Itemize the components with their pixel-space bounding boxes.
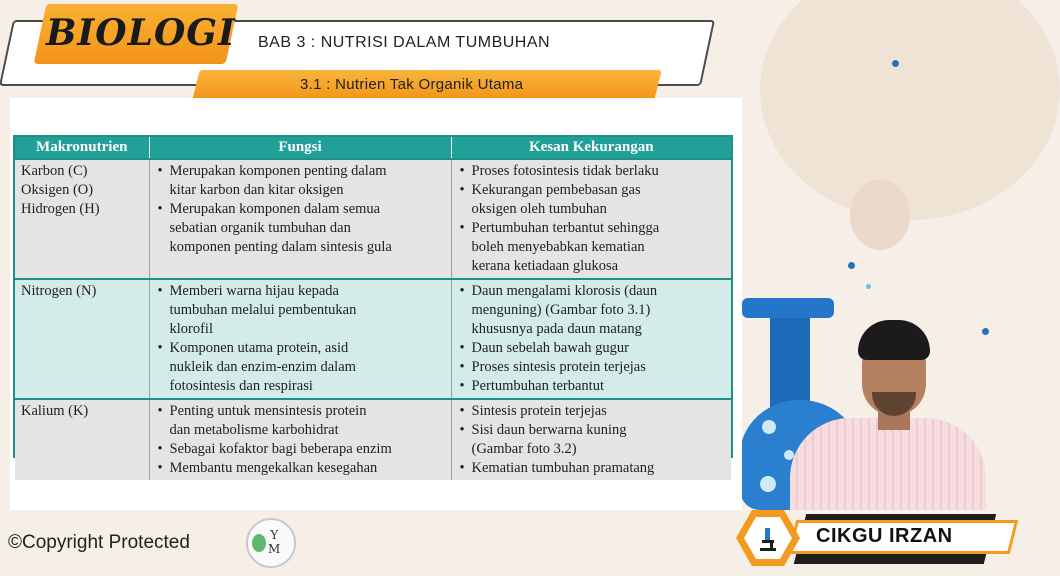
bullet-line: kerana ketiadaan glukosa [471, 258, 619, 274]
logo-letter-y: Y [270, 528, 279, 542]
table-row [15, 399, 731, 480]
bullet-line: kitar karbon dan kitar oksigen [169, 182, 344, 198]
bullet-line: • Merupakan komponen dalam semua [169, 201, 381, 217]
bullet-line: klorofil [169, 321, 213, 337]
bullet-line: • Membantu mengekalkan kesegahan [169, 460, 378, 476]
function-bullet [156, 282, 445, 339]
deficiency-bullet [458, 459, 726, 478]
deficiency-bullet [458, 402, 726, 421]
function-bullet [156, 339, 445, 396]
deficiency-bullet [458, 339, 726, 358]
decor-dot [892, 60, 899, 67]
leaf-icon [252, 534, 266, 552]
bullet-line: dan metabolisme karbohidrat [169, 422, 339, 438]
deficiency-bullet [458, 282, 726, 339]
function-bullet [156, 162, 445, 200]
deficiency-bullet [458, 219, 726, 276]
bullet-line: • Sisi daun berwarna kuning [471, 422, 627, 438]
function-cell [149, 279, 451, 399]
bullet-line: • Kekurangan pembebasan gas [471, 182, 641, 198]
decor-dot [982, 328, 989, 335]
decor-dot [848, 262, 855, 269]
background-blob-top [760, 0, 1060, 220]
bullet-line: boleh menyebabkan kematian [471, 239, 645, 255]
presenter-name: CIKGU IRZAN [816, 525, 953, 547]
presenter-hair [858, 320, 930, 360]
bullet-line: • Penting untuk mensintesis protein [169, 403, 367, 419]
deficiency-cell [451, 159, 731, 279]
bullet-line: • Merupakan komponen penting dalam [169, 163, 387, 179]
deficiency-cell [451, 279, 731, 399]
bullet-line: oksigen oleh tumbuhan [471, 201, 607, 217]
deficiency-bullet [458, 421, 726, 459]
logo-letter-m: M [268, 542, 281, 556]
deficiency-bullet [458, 358, 726, 377]
bullet-line: menguning) (Gambar foto 3.1) [471, 302, 651, 318]
decor-dot [866, 284, 871, 289]
bubble-icon [760, 476, 776, 492]
bullet-line: tumbuhan melalui pembentukan [169, 302, 357, 318]
bullet-line: • Kematian tumbuhan pramatang [471, 460, 655, 476]
table-row [15, 159, 731, 279]
nutrient-name: Hidrogen (H) [21, 201, 100, 217]
nutrient-cell [15, 399, 149, 480]
flask-icon-top [742, 298, 834, 318]
bullet-line: • Memberi warna hijau kepada [169, 283, 339, 299]
ym-logo-icon [246, 518, 296, 568]
nutrient-name: Oksigen (O) [21, 182, 94, 198]
bullet-line: fotosintesis dan respirasi [169, 378, 313, 394]
nutrient-cell [15, 159, 149, 279]
table-row [15, 279, 731, 399]
subject-title: BIOLOGI [46, 12, 236, 54]
bullet-line: • Komponen utama protein, asid [169, 340, 349, 356]
bubble-icon [762, 420, 776, 434]
function-cell [149, 159, 451, 279]
nutrient-name: Kalium (K) [21, 403, 89, 419]
column-header-kesan: Kesan Kekurangan [451, 137, 731, 159]
presenter-shirt [790, 418, 986, 510]
copyright-notice: ©Copyright Protected [8, 532, 190, 553]
bullet-line: • Sebagai kofaktor bagi beberapa enzim [169, 441, 392, 457]
function-bullet [156, 459, 445, 478]
bullet-line: nukleik dan enzim-enzim dalam [169, 359, 356, 375]
microscope-icon [758, 526, 778, 552]
deficiency-bullet [458, 162, 726, 181]
bullet-line: • Proses sintesis protein terjejas [471, 359, 646, 375]
table-header-row [15, 137, 731, 159]
bullet-line: sebatian organik tumbuhan dan [169, 220, 351, 236]
bullet-line: (Gambar foto 3.2) [471, 441, 577, 457]
bullet-line: khususnya pada daun matang [471, 321, 642, 337]
bullet-line: • Pertumbuhan terbantut sehingga [471, 220, 660, 236]
macronutrient-table [13, 135, 733, 476]
function-cell [149, 399, 451, 480]
function-bullet [156, 200, 445, 257]
bullet-line: • Pertumbuhan terbantut [471, 378, 604, 394]
subtopic-title: 3.1 : Nutrien Tak Organik Utama [300, 76, 524, 93]
bullet-line: • Sintesis protein terjejas [471, 403, 607, 419]
nutrient-name: Karbon (C) [21, 163, 88, 179]
bullet-line: • Daun mengalami klorosis (daun [471, 283, 658, 299]
nutrient-cell [15, 279, 149, 399]
bullet-line: • Daun sebelah bawah gugur [471, 340, 629, 356]
function-bullet [156, 440, 445, 459]
deficiency-bullet [458, 181, 726, 219]
column-header-fungsi: Fungsi [149, 137, 451, 159]
function-bullet [156, 402, 445, 440]
deficiency-cell [451, 399, 731, 480]
ym-logo-text [268, 528, 280, 556]
chapter-title: BAB 3 : NUTRISI DALAM TUMBUHAN [258, 34, 551, 51]
bullet-line: • Proses fotosintesis tidak berlaku [471, 163, 659, 179]
background-blob-mid [850, 180, 910, 250]
deficiency-bullet [458, 377, 726, 396]
column-header-makronutrien: Makronutrien [15, 137, 149, 159]
bullet-line: komponen penting dalam sintesis gula [169, 239, 392, 255]
nutrient-name: Nitrogen (N) [21, 283, 97, 299]
